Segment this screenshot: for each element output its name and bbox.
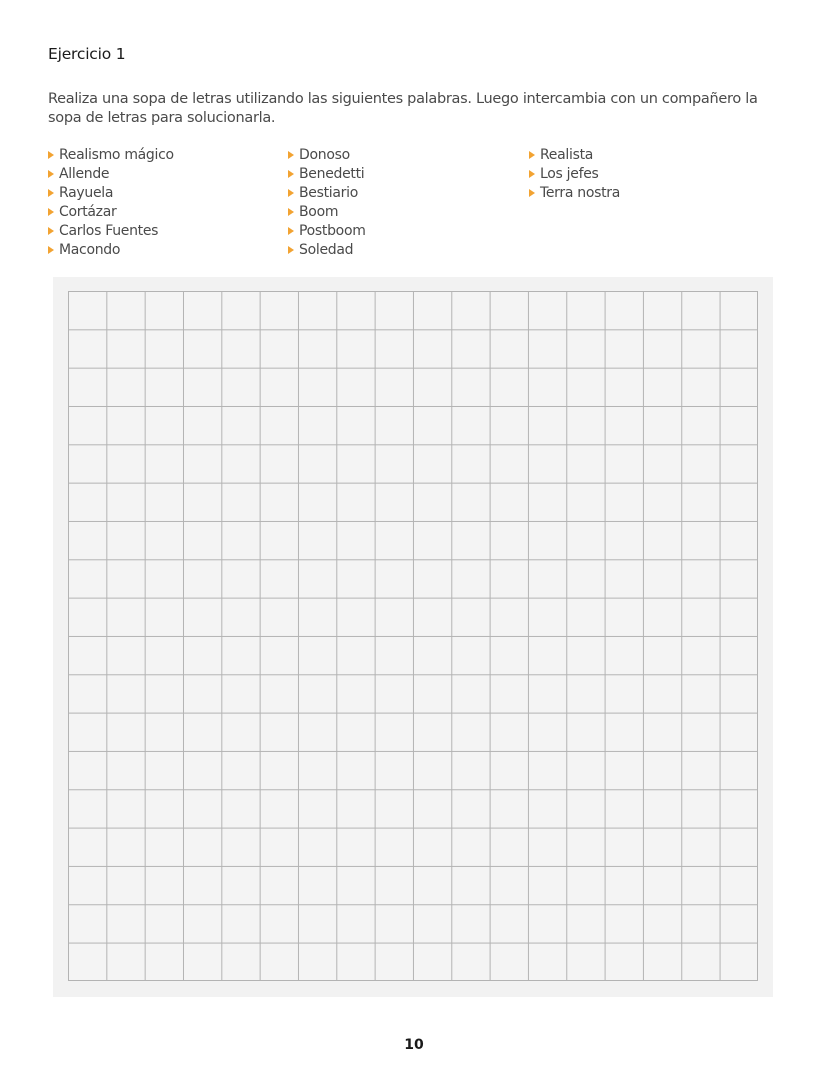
word-item — [288, 165, 366, 184]
word-item — [529, 184, 620, 203]
page-number: 10 — [404, 1037, 424, 1053]
word-item — [288, 184, 366, 203]
bullet-arrow-icon — [288, 208, 294, 216]
word-column-1 — [48, 146, 174, 260]
bullet-arrow-icon — [288, 170, 294, 178]
word-item — [48, 184, 174, 203]
bullet-arrow-icon — [48, 170, 54, 178]
exercise-title: Ejercicio 1 — [48, 45, 126, 63]
bullet-arrow-icon — [48, 189, 54, 197]
word-item — [288, 222, 366, 241]
bullet-arrow-icon — [288, 189, 294, 197]
bullet-arrow-icon — [48, 246, 54, 254]
word-label: Realista — [540, 147, 594, 163]
bullet-arrow-icon — [48, 227, 54, 235]
bullet-arrow-icon — [288, 227, 294, 235]
word-label: Realismo mágico — [59, 147, 174, 163]
word-column-2 — [288, 146, 366, 260]
word-item — [48, 165, 174, 184]
word-item — [288, 241, 366, 260]
bullet-arrow-icon — [529, 151, 535, 159]
bullet-arrow-icon — [529, 170, 535, 178]
bullet-arrow-icon — [529, 189, 535, 197]
word-search-grid[interactable] — [68, 291, 758, 981]
word-item — [288, 203, 366, 222]
exercise-instructions: Realiza una sopa de letras utilizando las siguientes palabras. Luego intercambia con un compañero la sopa de letras para solucionarla. — [48, 91, 758, 126]
bullet-arrow-icon — [48, 208, 54, 216]
word-item — [529, 165, 620, 184]
word-item — [48, 146, 174, 165]
bullet-arrow-icon — [288, 246, 294, 254]
word-label: Carlos Fuentes — [59, 223, 159, 239]
word-list — [48, 146, 788, 266]
word-label: Soledad — [299, 242, 354, 258]
bullet-arrow-icon — [288, 151, 294, 159]
word-item — [48, 241, 174, 260]
word-label: Postboom — [299, 223, 366, 239]
word-item — [48, 222, 174, 241]
word-label: Boom — [299, 204, 339, 220]
word-label: Macondo — [59, 242, 121, 258]
word-item — [288, 146, 366, 165]
word-label: Allende — [59, 166, 110, 182]
word-label: Rayuela — [59, 185, 114, 201]
word-label: Donoso — [299, 147, 350, 163]
word-item — [48, 203, 174, 222]
word-column-3 — [529, 146, 620, 203]
word-label: Benedetti — [299, 166, 365, 182]
word-label: Bestiario — [299, 185, 358, 201]
word-label: Terra nostra — [540, 185, 621, 201]
bullet-arrow-icon — [48, 151, 54, 159]
word-label: Los jefes — [540, 166, 599, 182]
word-label: Cortázar — [59, 204, 117, 220]
word-item — [529, 146, 620, 165]
word-search-panel — [53, 277, 773, 997]
